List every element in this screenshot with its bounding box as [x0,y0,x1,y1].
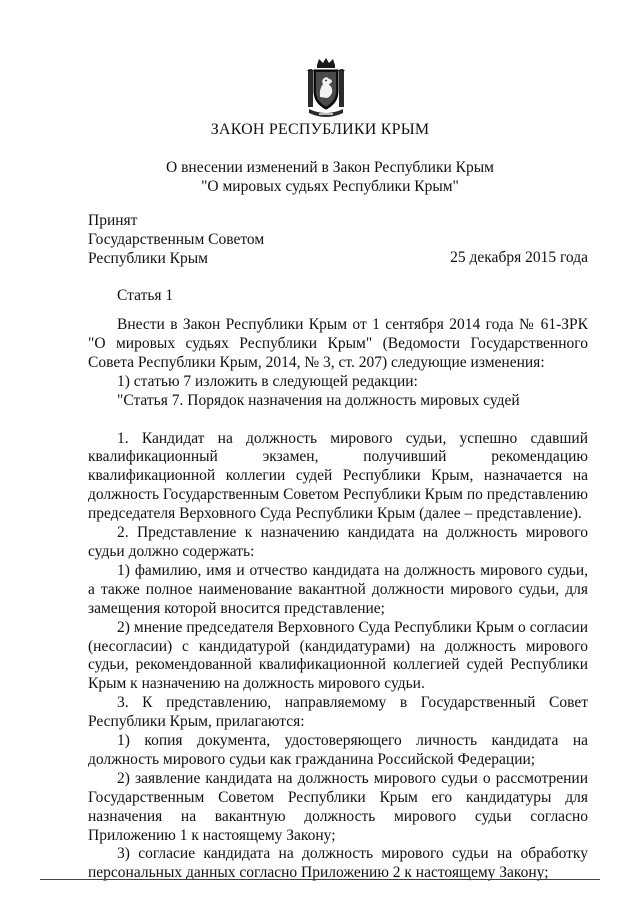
adoption-date: 25 декабря 2015 года [450,249,588,266]
body-paragraph: Внести в Закон Республики Крым от 1 сентября 2014 года № 61-ЗРК "О мировых судьях Республики Крым" (Ведомости Государственного Совета Республики Крым, 2014, № 3, ст. 207) следующие изменения: [88,316,588,371]
subtitle-line: О внесении изменений в Закон Республики Крым [166,159,494,176]
body-paragraph: 1) копия документа, удостоверяющего личность кандидата на должность мирового судьи как гражданина Российской Федерации; [88,732,588,768]
body-paragraph: 3) согласие кандидата на должность мирового судьи на обработку персональных данных согласно Приложению 2 к настоящему Закону; [88,845,588,882]
adopted-line: Принят [88,212,138,229]
body-paragraph: 3. К представлению, направляемому в Государственный Совет Республики Крым, прилагаются: [88,694,588,731]
law-subtitle [0,158,640,196]
body-paragraph: "Статья 7. Порядок назначения на должность мировых судей [117,391,520,409]
adopted-line: Государственным Советом [88,231,265,248]
adopted-line: Республики Крым [88,250,208,267]
article-heading: Статья 1 [117,287,174,304]
body-paragraph: 1) фамилию, имя и отчество кандидата на должность мирового судьи, а также полное наименование вакантной должности мирового судьи, для замещения которой вносится представление; [88,561,588,617]
law-title: ЗАКОН РЕСПУБЛИКИ КРЫМ [210,121,430,138]
body-paragraph: 2) мнение председателя Верховного Суда Республики Крым о согласии (несогласии) с кандидатурой (кандидатурами) на должность мирового судьи, рекомендованной квалификационной коллегией судей Республики Крым к назначению на должность мирового судьи. [88,618,588,693]
document-body [88,316,588,883]
page-bottom-divider [40,879,600,880]
body-paragraph: 1) статью 7 изложить в следующей редакции: [117,372,418,390]
body-paragraph: 2. Представление к назначению кандидата на должность мирового судьи должно содержать: [88,524,588,560]
crimea-coat-of-arms-icon [305,57,347,121]
body-paragraph: 2) заявление кандидата на должность мирового судьи о рассмотрении Государственным Советом Республики Крым его кандидатуры для назначения на вакантную должность мирового судьи согласно Приложению 1 к настоящему Закону; [88,769,588,844]
adopted-block [88,211,264,268]
body-paragraph: 1. Кандидат на должность мирового судьи, успешно сдавший квалификационный экзамен, получивший рекомендацию квалификационной коллегии судей Республики Крым, назначается на должность Государственным Советом Республики Крым по представлению председателя Верховного Суда Республики Крым (далее – представление). [88,429,588,523]
subtitle-line: "О мировых судьях Республики Крым" [201,178,459,195]
